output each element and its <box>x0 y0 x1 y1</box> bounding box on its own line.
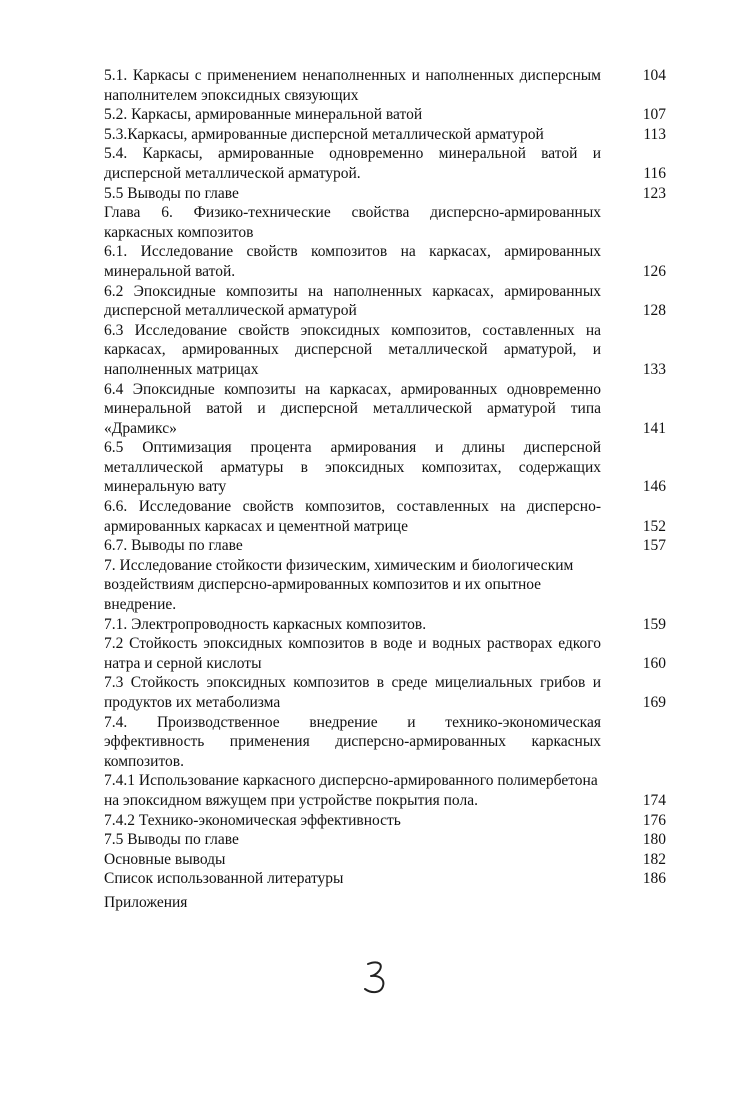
toc-page-number: 180 <box>642 831 666 849</box>
toc-entry <box>104 203 666 242</box>
toc-entry <box>104 615 666 635</box>
toc-page-number: 152 <box>642 517 666 535</box>
toc-entry-text: 6.7. Выводы по главе <box>104 537 243 555</box>
toc-entry <box>104 673 666 712</box>
toc-page-number: 186 <box>642 870 666 888</box>
toc-entry-text: 7. Исследование стойкости физическим, химическим и биологическим воздействиям дисперсно-армированных композитов и их опытное внедрение. <box>104 556 574 614</box>
toc-entry <box>104 536 666 556</box>
toc-entry <box>104 497 666 536</box>
toc-entry-text: 6.4 Эпоксидные композиты на каркасах, армированных одновременно минеральной ватой и дисперсной металлической арматурой типа «Драмикс» <box>104 380 601 437</box>
toc-entry <box>104 125 666 145</box>
toc-entry <box>104 438 666 497</box>
toc-entry-text: 5.2. Каркасы, армированные минеральной ватой <box>104 106 423 124</box>
toc-page-number: 182 <box>642 850 666 868</box>
toc-page-number: 128 <box>642 302 666 320</box>
toc-entry-text: 5.4. Каркасы, армированные одновременно минеральной ватой и дисперсной металлической арматурой. <box>104 145 601 182</box>
toc-entry <box>104 105 666 125</box>
toc-entry <box>104 830 666 850</box>
toc-entry-text: 7.4.1 Использование каркасного дисперсно-армированного полимербетона на эпоксидном вяжущем при устройстве покрытия пола. <box>104 772 598 809</box>
toc-entry-text: 7.4. Производственное внедрение и технико-экономическая эффективность применения дисперсно-армированных каркасных композитов. <box>104 713 601 770</box>
toc-page-number: 169 <box>642 694 666 711</box>
toc-entry-text: 6.6. Исследование свойств композитов, составленных на дисперсно-армированных каркасах и цементной матрице <box>104 498 601 535</box>
toc-entry-text: 6.3 Исследование свойств эпоксидных композитов, составленных на каркасах, армированных дисперсной металлической арматурой, и наполненных матрицах <box>104 321 601 378</box>
toc-entry <box>104 380 666 439</box>
toc-entry <box>104 556 666 615</box>
toc-page-number: 157 <box>642 537 666 555</box>
toc-entry-text: 7.4.2 Технико-экономическая эффективность <box>104 811 401 829</box>
toc-page-number: 133 <box>642 360 666 378</box>
toc-page-number: 160 <box>642 654 666 672</box>
toc-entry-text: Приложения <box>104 893 188 911</box>
toc-page-number: 146 <box>642 478 666 496</box>
toc-entry-text: 6.2 Эпоксидные композиты на наполненных каркасах, армированных дисперсной металлической арматурой <box>104 282 601 320</box>
toc-entry-text: Список использованной литературы <box>104 870 344 888</box>
toc-entry <box>104 811 666 831</box>
toc-page-number: 174 <box>642 791 666 809</box>
toc-entry-text: Основные выводы <box>104 850 226 868</box>
toc-entry <box>104 282 666 321</box>
toc-entry-text: 7.3 Стойкость эпоксидных композитов в среде мицелиальных грибов и продуктов их метаболизма <box>104 674 601 711</box>
toc-entry-text: 6.5 Оптимизация процента армирования и длины дисперсной металлической арматуры в эпоксидных композитах, содержащих минеральную вату <box>104 439 601 496</box>
toc-entry-text: 7.5 Выводы по главе <box>104 831 239 849</box>
toc-entry <box>104 634 666 673</box>
toc-page-number: 126 <box>642 262 666 280</box>
toc-entry <box>104 893 666 913</box>
table-of-contents <box>104 66 666 913</box>
toc-entry-text: 5.1. Каркасы с применением ненаполненных и наполненных дисперсным наполнителем эпоксидных связующих <box>104 67 601 104</box>
toc-page-number: 141 <box>642 419 666 437</box>
toc-page-number: 104 <box>642 67 666 84</box>
toc-entry-text: 6.1. Исследование свойств композитов на каркасах, армированных минеральной ватой. <box>104 243 601 280</box>
toc-entry <box>104 242 666 281</box>
toc-entry-text: Глава 6. Физико-технические свойства дисперсно-армированных каркасных композитов <box>104 204 601 241</box>
toc-entry-text: 5.3.Каркасы, армированные дисперсной металлической арматурой <box>104 125 544 143</box>
toc-page-number: 113 <box>643 125 666 143</box>
toc-entry <box>104 771 666 810</box>
toc-page-number: 123 <box>642 184 666 202</box>
toc-entry <box>104 321 666 380</box>
toc-entry <box>104 850 666 870</box>
toc-entry <box>104 184 666 204</box>
toc-entry <box>104 713 666 772</box>
toc-entry <box>104 869 666 889</box>
toc-page-number: 176 <box>642 811 666 829</box>
handwritten-page-number <box>352 958 402 998</box>
toc-entry-text: 7.1. Электропроводность каркасных композитов. <box>104 615 427 633</box>
toc-entry-text: 7.2 Стойкость эпоксидных композитов в воде и водных растворах едкого натра и серной кислоты <box>104 635 601 672</box>
toc-page-number: 116 <box>643 164 666 182</box>
toc-page-number: 159 <box>642 615 666 633</box>
toc-entry <box>104 144 666 183</box>
toc-page-number: 107 <box>642 106 666 124</box>
toc-entry <box>104 66 666 105</box>
toc-entry-text: 5.5 Выводы по главе <box>104 184 239 202</box>
